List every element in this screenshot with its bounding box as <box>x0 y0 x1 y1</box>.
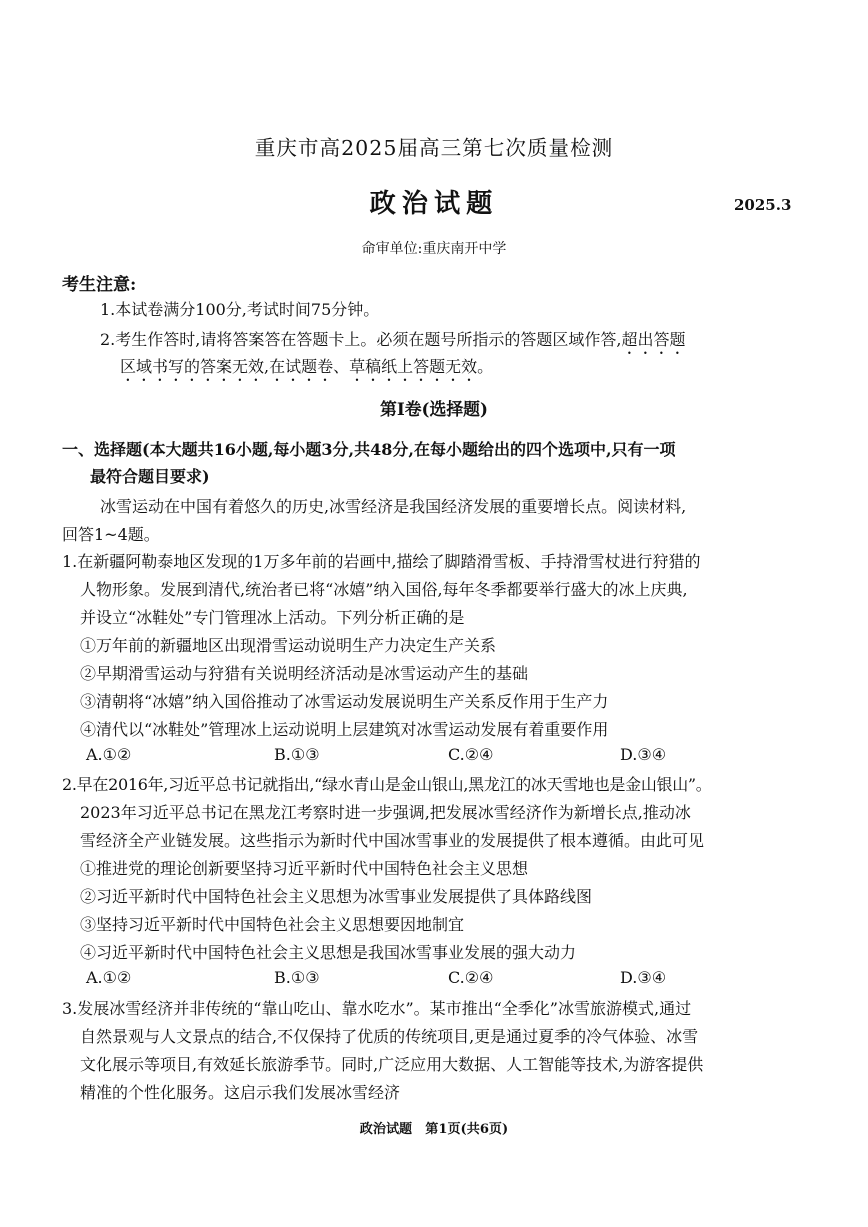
q2-stem: 2.早在2016年,习近平总书记就指出,“绿水青山是金山银山,黑龙江的冰天雪地也是金山银山”。 <box>62 775 712 794</box>
notice-item-1: 1.本试卷满分100分,考试时间75分钟。 <box>100 300 380 319</box>
exam-date: 2025.3 <box>734 196 792 214</box>
q2-statement-2: ②习近平新时代中国特色社会主义思想为冰雪事业发展提供了具体路线图 <box>80 887 593 906</box>
q3-stem: 3.发展冰雪经济并非传统的“靠山吃山、靠水吃水”。某市推出“全季化”冰雪旅游模式,通过 <box>62 999 692 1018</box>
setting-unit: 命审单位:重庆南开中学 <box>361 241 507 257</box>
q1-statement-2: ②早期滑雪运动与狩猎有关说明经济活动是冰雪运动产生的基础 <box>80 664 529 683</box>
q2-choice-c: C.②④ <box>448 968 494 987</box>
q2-statement-1: ①推进党的理论创新要坚持习近平新时代中国特色社会主义思想 <box>80 859 529 878</box>
material-intro-cont: 回答1~4题。 <box>62 525 160 544</box>
q1-stem-line3: 并设立“冰鞋处”专门管理冰上活动。下列分析正确的是 <box>80 608 465 627</box>
q1-stem-line2: 人物形象。发展到清代,统治者已将“冰嬉”纳入国俗,每年冬季都要举行盛大的冰上庆典, <box>80 580 688 599</box>
section-1-heading: 一、选择题(本大题共16小题,每小题3分,共48分,在每小题给出的四个选项中,只有一项 <box>62 440 676 459</box>
q1-statement-1: ①万年前的新疆地区出现滑雪运动说明生产力决定生产关系 <box>80 636 497 655</box>
subject-title: 政治试题 <box>369 188 499 219</box>
q2-choice-a: A.①② <box>86 968 132 987</box>
q1-statement-4: ④清代以“冰鞋处”管理冰上运动说明上层建筑对冰雪运动发展有着重要作用 <box>80 720 609 739</box>
q2-statement-3: ③坚持习近平新时代中国特色社会主义思想要因地制宜 <box>80 915 465 934</box>
q3-stem-line4: 精准的个性化服务。这启示我们发展冰雪经济 <box>80 1083 401 1102</box>
part-1-heading: 第Ⅰ卷(选择题) <box>380 399 488 419</box>
q3-stem-line3: 文化展示等项目,有效延长旅游季节。同时,广泛应用大数据、人工智能等技术,为游客提供 <box>80 1055 704 1074</box>
page-footer: 政治试题 第1页(共6页) <box>359 1122 509 1137</box>
notice-item-2-end: 。 <box>477 357 494 376</box>
q2-choice-b: B.①③ <box>274 968 320 987</box>
notice-item-2-emphasis-cont: 区域书写的答案无效,在试题卷、草稿纸上答题无效 <box>120 357 478 376</box>
q1-choice-b: B.①③ <box>274 745 320 764</box>
notice-item-2-emphasis: 超出答题 <box>621 330 686 349</box>
q2-stem-line2: 2023年习近平总书记在黑龙江考察时进一步强调,把发展冰雪经济作为新增长点,推动冰 <box>80 803 691 822</box>
q1-choice-a: A.①② <box>86 745 132 764</box>
q1-stem: 1.在新疆阿勒泰地区发现的1万多年前的岩画中,描绘了脚踏滑雪板、手持滑雪杖进行狩猎的 <box>62 552 701 571</box>
section-1-heading-cont: 最符合题目要求) <box>90 467 210 486</box>
notice-item-2-text: 2.考生作答时,请将答案答在答题卡上。必须在题号所指示的答题区域作答, <box>100 330 622 349</box>
q1-choice-c: C.②④ <box>448 745 494 764</box>
notice-heading: 考生注意: <box>62 275 137 295</box>
q2-statement-4: ④习近平新时代中国特色社会主义思想是我国冰雪事业发展的强大动力 <box>80 943 577 962</box>
q1-choice-d: D.③④ <box>620 745 667 764</box>
notice-item-2-cont <box>120 354 493 385</box>
material-intro: 冰雪运动在中国有着悠久的历史,冰雪经济是我国经济发展的重要增长点。阅读材料, <box>100 497 687 516</box>
q2-stem-line3: 雪经济全产业链发展。这些指示为新时代中国冰雪事业的发展提供了根本遵循。由此可见 <box>80 831 705 850</box>
q3-stem-line2: 自然景观与人文景点的结合,不仅保持了优质的传统项目,更是通过夏季的冷气体验、冰雪 <box>80 1027 699 1046</box>
q1-statement-3: ③清朝将“冰嬉”纳入国俗推动了冰雪运动发展说明生产关系反作用于生产力 <box>80 692 609 711</box>
exam-title: 重庆市高2025届高三第七次质量检测 <box>254 136 614 160</box>
q2-choice-d: D.③④ <box>620 968 667 987</box>
